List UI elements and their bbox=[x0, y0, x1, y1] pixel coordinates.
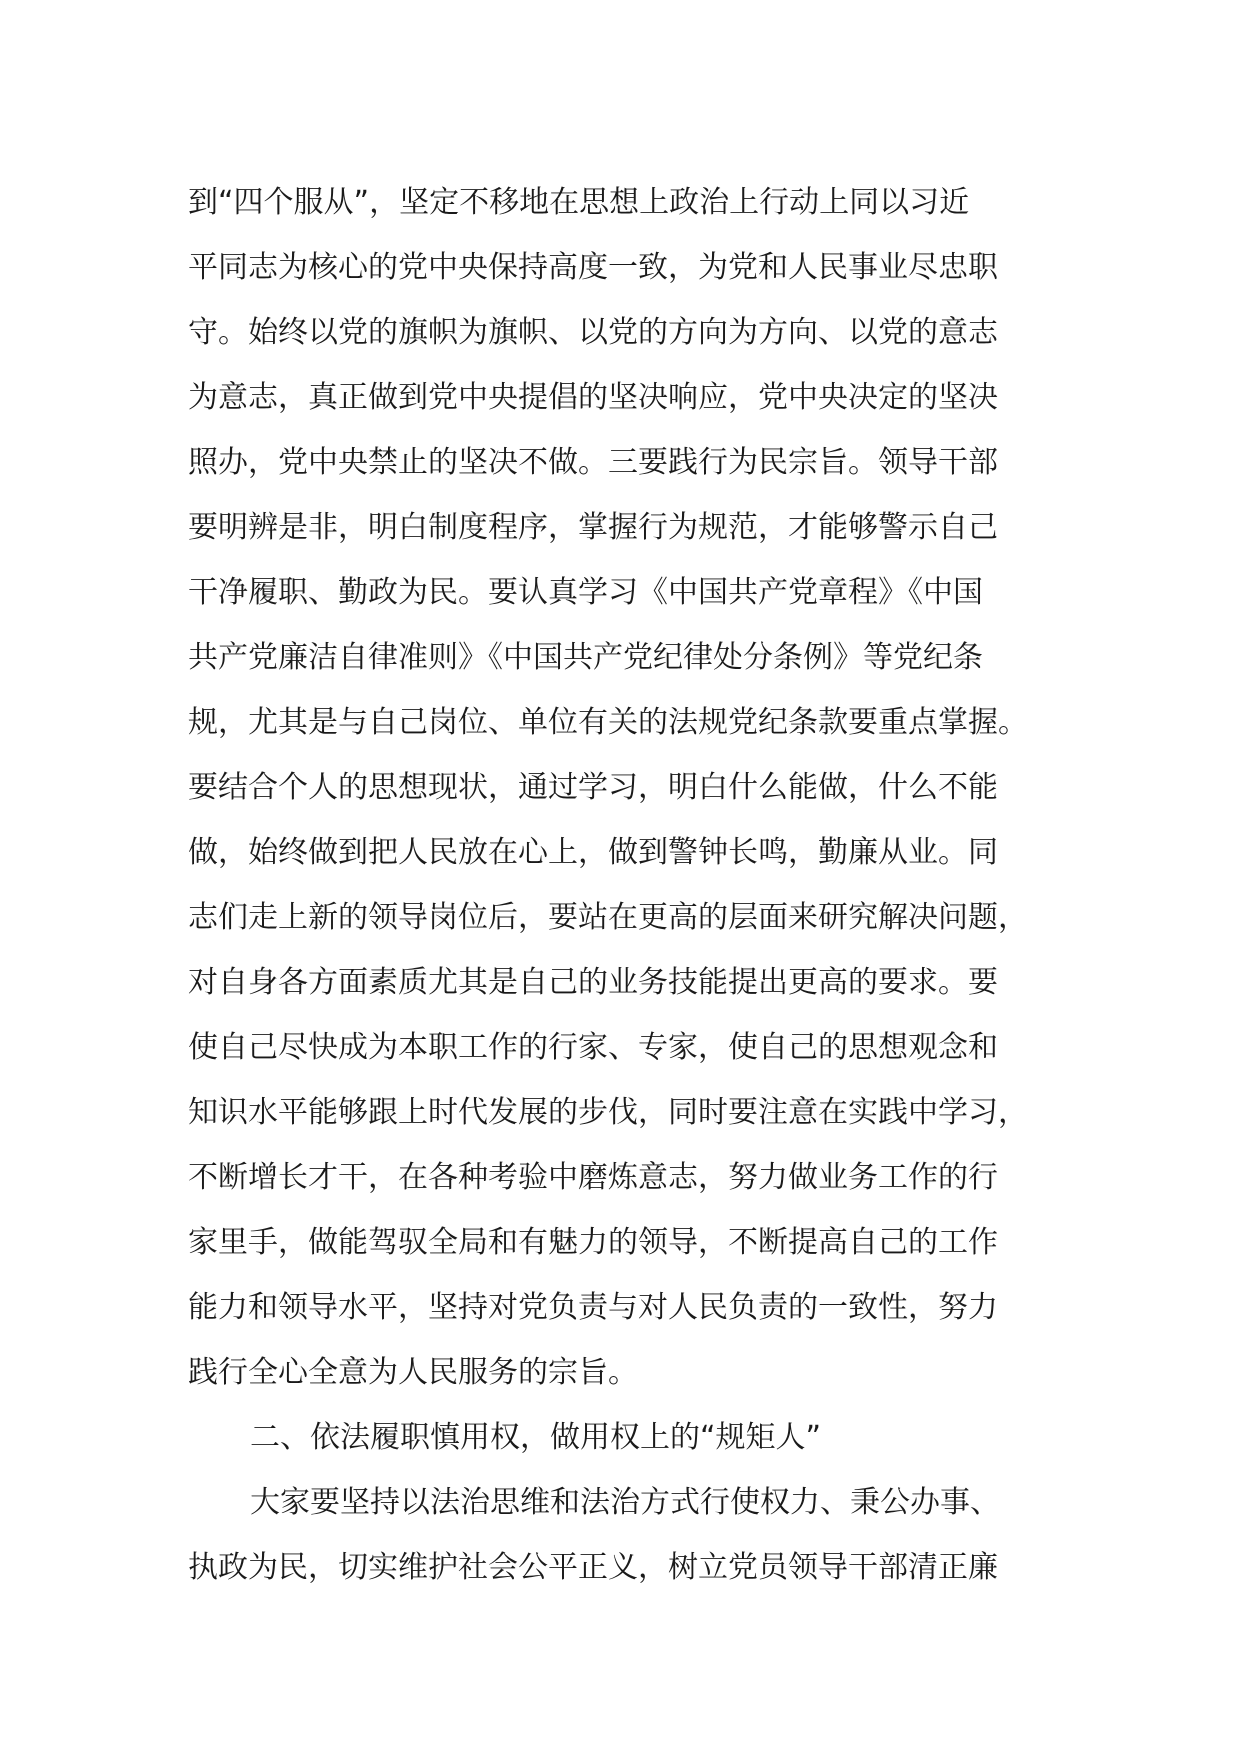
text-line: 家里手，做能驾驭全局和有魅力的领导，不断提高自己的工作 bbox=[188, 1225, 998, 1260]
text-line: 照办，党中央禁止的坚决不做。三要践行为民宗旨。领导干部 bbox=[188, 445, 998, 480]
text-line: 使自己尽快成为本职工作的行家、专家，使自己的思想观念和 bbox=[188, 1030, 998, 1065]
text-line: 守。始终以党的旗帜为旗帜、以党的方向为方向、以党的意志 bbox=[188, 315, 998, 350]
body-text bbox=[188, 170, 1088, 1600]
text-line: 规，尤其是与自己岗位、单位有关的法规党纪条款要重点掌握。 bbox=[188, 705, 1028, 740]
text-line: 不断增长才干，在各种考验中磨炼意志，努力做业务工作的行 bbox=[188, 1160, 998, 1195]
text-line: 为意志，真正做到党中央提倡的坚决响应，党中央决定的坚决 bbox=[188, 380, 998, 415]
text-line: 执政为民，切实维护社会公平正义，树立党员领导干部清正廉 bbox=[188, 1550, 998, 1585]
text-line: 践行全心全意为人民服务的宗旨。 bbox=[188, 1355, 638, 1390]
text-line: 对自身各方面素质尤其是自己的业务技能提出更高的要求。要 bbox=[188, 965, 998, 1000]
text-line: 到“四个服从”，坚定不移地在思想上政治上行动上同以习近 bbox=[188, 185, 970, 220]
text-line: 干净履职、勤政为民。要认真学习《中国共产党章程》《中国 bbox=[188, 575, 983, 610]
text-line: 志们走上新的领导岗位后，要站在更高的层面来研究解决问题， bbox=[188, 900, 1028, 935]
paragraph-start: 大家要坚持以法治思维和法治方式行使权力、秉公办事、 bbox=[250, 1485, 1000, 1520]
text-line: 能力和领导水平，坚持对党负责与对人民负责的一致性，努力 bbox=[188, 1290, 998, 1325]
text-line: 做，始终做到把人民放在心上，做到警钟长鸣，勤廉从业。同 bbox=[188, 835, 998, 870]
text-line: 知识水平能够跟上时代发展的步伐，同时要注意在实践中学习， bbox=[188, 1095, 1028, 1130]
text-line: 平同志为核心的党中央保持高度一致，为党和人民事业尽忠职 bbox=[188, 250, 998, 285]
text-line: 共产党廉洁自律准则》《中国共产党纪律处分条例》等党纪条 bbox=[188, 640, 983, 675]
text-line: 要结合个人的思想现状，通过学习，明白什么能做，什么不能 bbox=[188, 770, 998, 805]
text-line: 要明辨是非，明白制度程序，掌握行为规范，才能够警示自己 bbox=[188, 510, 998, 545]
section-heading: 二、依法履职慎用权，做用权上的“规矩人” bbox=[250, 1420, 822, 1455]
